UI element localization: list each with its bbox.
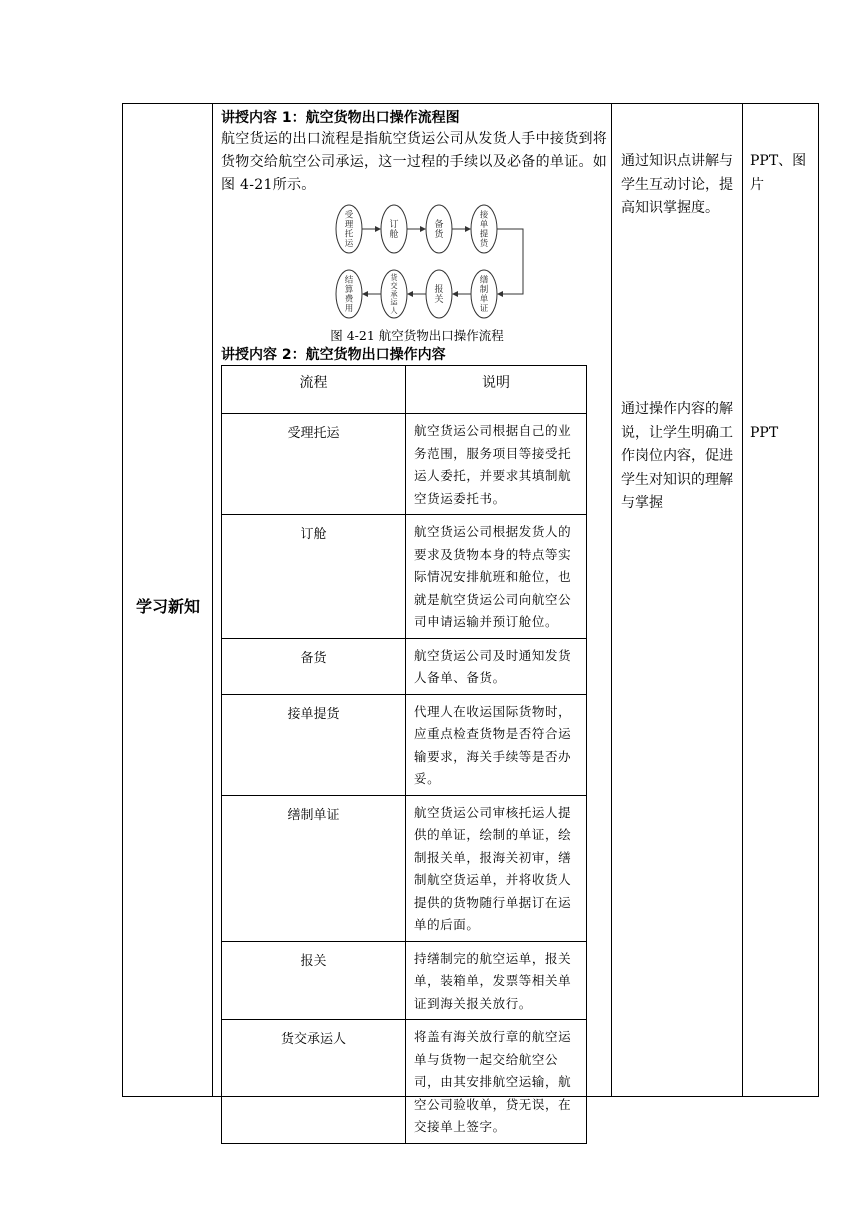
column-header-process: 流程 bbox=[222, 366, 406, 414]
step-description: 航空货运公司及时通知发货人备单、备货。 bbox=[406, 638, 587, 694]
step-description: 持缮制完的航空运单，报关单，装箱单，发票等相关单证到海关报关放行。 bbox=[406, 941, 587, 1020]
table-row bbox=[222, 694, 587, 795]
step-description: 航空货运公司根据自己的业务范围，服务项目等接受托运人委托，并要求其填制航空货运委托书。 bbox=[406, 414, 587, 515]
export-flowchart bbox=[333, 201, 533, 325]
part1-paragraph: 航空货运的出口流程是指航空货运公司从发货人手中接货到将货物交给航空公司承运，这一过程的手续以及必备的单证。如图 4-21所示。 bbox=[221, 131, 608, 193]
step-description: 航空货运公司审核托运人提供的单证，绘制的单证，绘制报关单，报海关初审，缮制航空货运单，并将收货人提供的货物随行单据订在运单的后面。 bbox=[406, 795, 587, 941]
flow-node bbox=[381, 205, 407, 253]
step-name: 订舱 bbox=[222, 515, 406, 639]
flow-node bbox=[471, 270, 497, 318]
flow-node-label: 备货 bbox=[434, 220, 444, 240]
step-name: 接单提货 bbox=[222, 694, 406, 795]
flow-node-label: 结算费用 bbox=[344, 275, 354, 315]
flow-node-label: 订舱 bbox=[389, 220, 399, 240]
teaching-resource-1: PPT、图片 bbox=[750, 153, 807, 193]
figure-caption: 图 4-21 航空货物出口操作流程 bbox=[330, 328, 504, 343]
table-row bbox=[222, 1020, 587, 1144]
table-row bbox=[222, 414, 587, 515]
step-name: 备货 bbox=[222, 638, 406, 694]
step-description: 航空货运公司根据发货人的要求及货物本身的特点等实际情况安排航班和舱位，也就是航空货运公司向航空公司申请运输并预订舱位。 bbox=[406, 515, 587, 639]
flow-node-label: 受理托运 bbox=[344, 210, 354, 250]
step-description: 将盖有海关放行章的航空运单与货物一起交给航空公司，由其安排航空运输，航空公司验收单，贷无误，在交接单上签字。 bbox=[406, 1020, 587, 1144]
lesson-table bbox=[122, 103, 819, 1134]
flow-node-label: 接单提货 bbox=[479, 210, 489, 250]
step-name: 货交承运人 bbox=[222, 1020, 406, 1144]
flow-node bbox=[336, 270, 362, 318]
flow-node bbox=[471, 205, 497, 253]
step-name: 报关 bbox=[222, 941, 406, 1020]
table-row bbox=[222, 638, 587, 694]
flow-node bbox=[426, 205, 452, 253]
part1-heading: 讲授内容 1：航空货物出口操作流程图 bbox=[221, 110, 460, 126]
step-name: 受理托运 bbox=[222, 414, 406, 515]
part2-heading: 讲授内容 2：航空货物出口操作内容 bbox=[221, 347, 446, 363]
flow-node bbox=[426, 270, 452, 318]
section-label: 学习新知 bbox=[135, 597, 200, 616]
flow-node-label: 货交承运人 bbox=[390, 273, 398, 315]
teaching-method-2: 通过操作内容的解说，让学生明确工作岗位内容，促进学生对知识的理解与掌握 bbox=[621, 401, 733, 511]
table-row bbox=[222, 515, 587, 639]
teaching-resource-2: PPT bbox=[750, 425, 779, 441]
flow-node-label: 报关 bbox=[434, 285, 444, 305]
flow-node-label: 缮制单证 bbox=[479, 275, 489, 315]
step-description: 代理人在收运国际货物时，应重点检查货物是否符合运输要求，海关手续等是否办妥。 bbox=[406, 694, 587, 795]
teaching-content bbox=[221, 108, 613, 1144]
column-divider bbox=[742, 104, 743, 1096]
table-row bbox=[222, 941, 587, 1020]
table-row bbox=[222, 795, 587, 941]
flow-node bbox=[336, 205, 362, 253]
column-header-description: 说明 bbox=[406, 366, 587, 414]
operations-table bbox=[221, 365, 587, 1144]
teaching-method-1: 通过知识点讲解与学生互动讨论，提高知识掌握度。 bbox=[621, 153, 733, 216]
step-name: 缮制单证 bbox=[222, 795, 406, 941]
flow-node bbox=[381, 270, 407, 318]
flow-return-arrow bbox=[497, 229, 523, 294]
